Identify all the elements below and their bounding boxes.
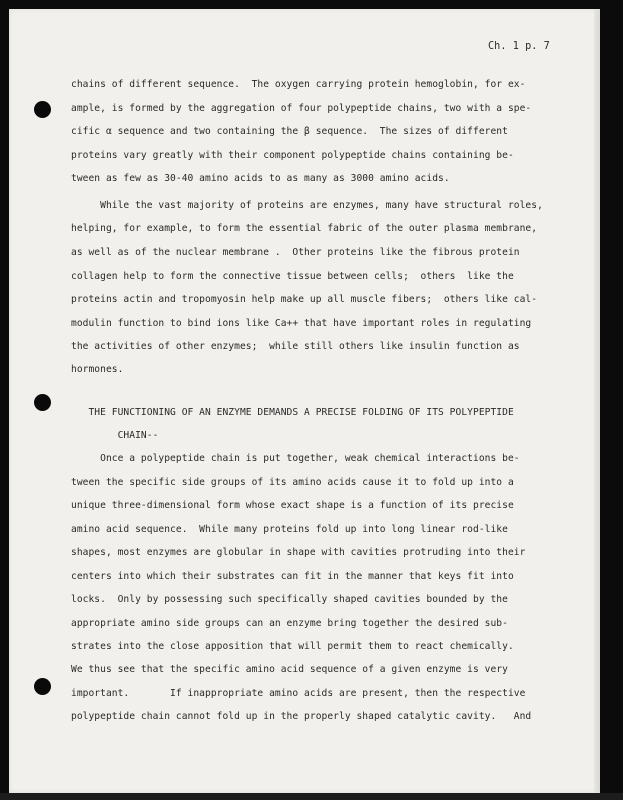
page-edge: [594, 9, 600, 793]
paragraph2-line-6: modulin function to bind ions like Ca++ that have important roles in regulating: [71, 318, 532, 329]
paragraph2-line-7: the activities of other enzymes; while still others like insulin function as: [71, 341, 520, 352]
paragraph3-line-7: locks. Only by possessing such specifically shaped cavities bounded by the: [71, 594, 508, 605]
paragraph3-line-1: Once a polypeptide chain is put together, weak chemical interactions be-: [71, 453, 520, 464]
paragraph1-line-2: ample, is formed by the aggregation of four polypeptide chains, two with a spe-: [71, 103, 532, 114]
paragraph2-line-1: While the vast majority of proteins are enzymes, many have structural roles,: [71, 200, 543, 211]
paragraph3-line-5: shapes, most enzymes are globular in shape with cavities protruding into their: [71, 547, 526, 558]
paragraph2-line-8: hormones.: [71, 364, 124, 375]
paragraph3-line-9: strates into the close apposition that will permit them to react chemically.: [71, 641, 514, 652]
paragraph3-line-11: important. If inappropriate amino acids are present, then the respective: [71, 688, 526, 699]
paragraph1-line-5: tween as few as 30-40 amino acids to as many as 3000 amino acids.: [71, 173, 450, 184]
paragraph3-line-4: amino acid sequence. While many proteins fold up into long linear rod-like: [71, 524, 508, 535]
section-heading-line-1: THE FUNCTIONING OF AN ENZYME DEMANDS A PRECISE FOLDING OF ITS POLYPEPTIDE: [71, 407, 514, 418]
binder-hole-middle: [34, 394, 51, 411]
binder-hole-bottom: [34, 678, 51, 695]
document-page: [9, 9, 600, 793]
paragraph3-line-6: centers into which their substrates can fit in the manner that keys fit into: [71, 571, 514, 582]
paragraph1-line-1: chains of different sequence. The oxygen carrying protein hemoglobin, for ex-: [71, 79, 526, 90]
paragraph3-line-10: We thus see that the specific amino acid sequence of a given enzyme is very: [71, 664, 508, 675]
paragraph3-line-8: appropriate amino side groups can an enzyme bring together the desired sub-: [71, 618, 508, 629]
paragraph3-line-12: polypeptide chain cannot fold up in the properly shaped catalytic cavity. And: [71, 711, 532, 722]
paragraph2-line-2: helping, for example, to form the essential fabric of the outer plasma membrane,: [71, 223, 538, 234]
binder-hole-top: [34, 101, 51, 118]
paragraph2-line-5: proteins actin and tropomyosin help make up all muscle fibers; others like cal-: [71, 294, 538, 305]
paragraph3-line-3: unique three-dimensional form whose exact shape is a function of its precise: [71, 500, 514, 511]
paragraph3-line-2: tween the specific side groups of its amino acids cause it to fold up into a: [71, 477, 514, 488]
paragraph2-line-3: as well as of the nuclear membrane . Other proteins like the fibrous protein: [71, 247, 520, 258]
paragraph2-line-4: collagen help to form the connective tissue between cells; others like the: [71, 271, 514, 282]
page-header: Ch. 1 p. 7: [488, 41, 550, 52]
scan-bottom-border: [0, 793, 623, 800]
paragraph1-line-3: cific α sequence and two containing the β sequence. The sizes of different: [71, 126, 508, 137]
section-heading-line-2: CHAIN--: [71, 430, 159, 441]
paragraph1-line-4: proteins vary greatly with their component polypeptide chains containing be-: [71, 150, 514, 161]
